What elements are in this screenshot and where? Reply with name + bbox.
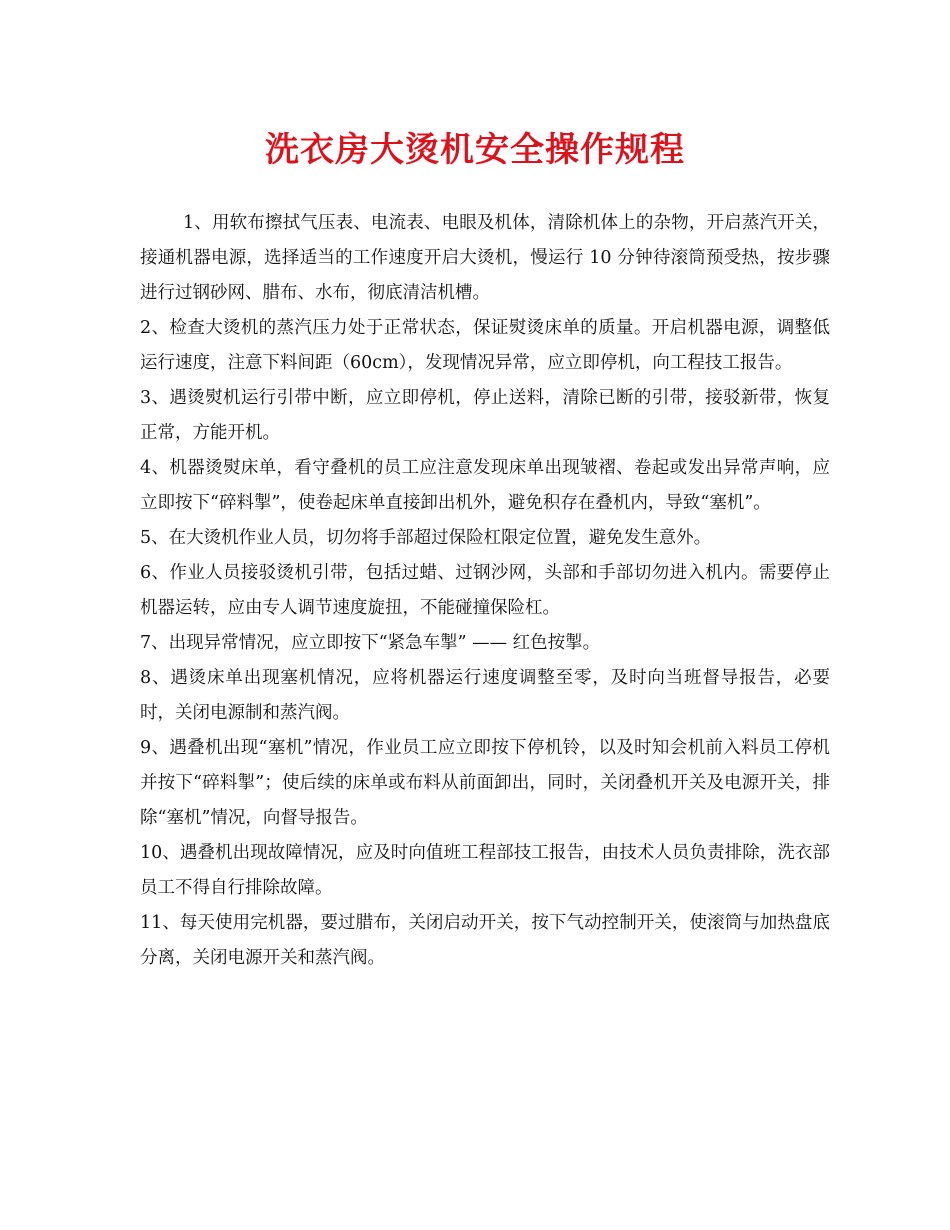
paragraph-11: 11、每天使用完机器，要过腊布，关闭启动开关，按下气动控制开关，使滚筒与加热盘底分离，关闭电源开关和蒸汽阀。 [140,913,830,968]
document-title: 洗衣房大烫机安全操作规程 [265,130,685,170]
paragraph-2: 2、检查大烫机的蒸汽压力处于正常状态，保证熨烫床单的质量。开启机器电源，调整低运行速度，注意下料间距（60cm），发现情况异常，应立即停机，向工程技工报告。 [140,318,830,373]
paragraph-1: 1、用软布擦拭气压表、电流表、电眼及机体，清除机体上的杂物，开启蒸汽开关，接通机器电源，选择适当的工作速度开启大烫机，慢运行 10 分钟待滚筒预受热，按步骤进行过钢砂网、腊布、水布，彻底清洁机槽。 [140,213,830,303]
paragraph-10: 10、遇叠机出现故障情况，应及时向值班工程部技工报告，由技术人员负责排除，洗衣部员工不得自行排除故障。 [140,843,830,898]
paragraph-5: 5、在大烫机作业人员，切勿将手部超过保险杠限定位置，避免发生意外。 [140,528,712,548]
paragraph-3: 3、遇烫熨机运行引带中断，应立即停机，停止送料，清除已断的引带，接驳新带，恢复正常，方能开机。 [140,388,830,443]
paragraph-8: 8、遇烫床单出现塞机情况，应将机器运行速度调整至零，及时向当班督导报告，必要时，关闭电源制和蒸汽阀。 [140,668,830,723]
paragraph-4: 4、机器烫熨床单，看守叠机的员工应注意发现床单出现皱褶、卷起或发出异常声响，应立即按下“碎料掣”，使卷起床单直接卸出机外，避免积存在叠机内，导致“塞机”。 [140,458,830,513]
document-body [140,206,830,976]
paragraph-9: 9、遇叠机出现“塞机”情况，作业员工应立即按下停机铃，以及时知会机前入料员工停机并按下“碎料掣”；使后续的床单或布料从前面卸出，同时，关闭叠机开关及电源开关，排除“塞机”情况，向督导报告。 [140,738,830,828]
paragraph-7: 7、出现异常情况，应立即按下“紧急车掣” —— 红色按掣。 [140,633,601,653]
paragraph-6: 6、作业人员接驳烫机引带，包括过蜡、过钢沙网，头部和手部切勿进入机内。需要停止机器运转，应由专人调节速度旋扭，不能碰撞保险杠。 [140,563,830,618]
